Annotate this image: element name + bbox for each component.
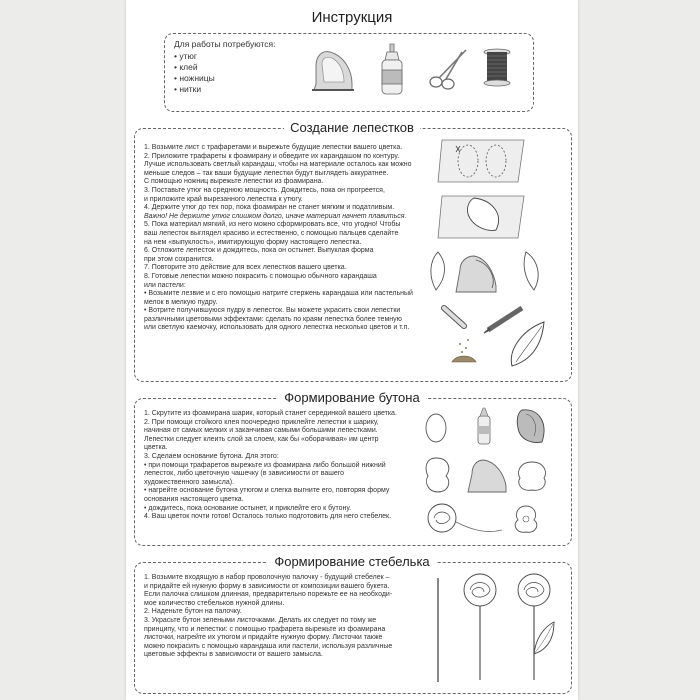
scissors-icon [428, 46, 470, 90]
requirement-item: • нитки [174, 84, 275, 95]
requirement-item: • утюг [174, 51, 275, 62]
petals-instructions: 1. Возьмите лист с трафаретами и вырежьте будущие лепестки вашего цветка. 2. Приложите трафареты к фоамирану и обведите их карандашом по контуру. Лучше использовать светлый карандаш, чтобы на материале осталось как можно меньше следов – так ваши будущие лепестки будут выглядеть аккуратнее. С помощью ножниц вырежьте лепестки из фоамирана. 3. Поставьте утюг на среднюю мощность. Дождитесь, пока он прогреется, и приложите край вырезанного лепестка к утюгу. 4. Держите утюг до тех пор, пока фоамиран не станет мягким и податливым. Важно! Не держите утюг слишком долго, иначе материал начнет плавиться. 5. Пока материал мягкий, из него можно сформировать все, что угодно! Чтобы ваш лепесток выглядел красиво и естественно, с помощью пальцев сделайте на нем «выпуклость», имитирующую форму настоящего лепестка. 6. Отложите лепесток и дождитесь, пока он остынет. Выпуклая форма при этом сохранится. 7. Повторите это действие для всех лепестков вашего цветка. 8. Готовые лепестки можно покрасить с помощью обычного карандаша или пастели: • Возьмите лезвие и с его помощью натрите стержень карандаша или пастельный мелок в мелкую пудру. • Вотрите получившуюся пудру в лепесток. Вы можете украсить свои лепестки различными цветовыми эффектами: сделать по краям лепестка более темную или светлую каемочку, использовать для одного лепестка несколько цветов и т.п. [144, 144, 413, 332]
requirements-list [174, 51, 275, 95]
bud-instructions: 1. Скрутите из фоамирана шарик, который станет серединкой вашего цветка. 2. При помощи стойкого клея поочередно приклейте лепестки к шарику, начиная от самых мелких и заканчивая самыми большими лепестками. Лепестки следует клеить слой за слоем, как бы «оборачивая» им центр цветка. 3. Сделаем основание бутона. Для этого: • при помощи трафаретов вырежьте из фоамирана либо большой нижний лепесток, либо цветочную чашечку (в зависимости от вашего художественного замысла). • нагрейте основание бутона утюгом и слегка выгните его, повторяя форму основания настоящего цветка. • дождитесь, пока основание остынет, и приклейте его к бутону. 4. Ваш цветок почти готов! Осталось только подготовить для него стебелек. [144, 410, 397, 521]
stem-section-title: Формирование стебелька [126, 554, 578, 569]
bud-base-illustration [422, 452, 552, 496]
coloring-petal-illustration [438, 300, 548, 372]
bud-center-illustration [422, 404, 552, 448]
rose-stem-illustration [426, 570, 556, 688]
heat-petal-illustration [426, 248, 546, 296]
requirements-label: Для работы потребуются: [174, 39, 276, 49]
stencil-on-foam-illustration [438, 136, 528, 186]
petals-section-title: Создание лепестков [126, 120, 578, 135]
page-title: Инструкция [311, 9, 393, 26]
bud-section-title: Формирование бутона [126, 390, 578, 405]
iron-icon [308, 44, 358, 94]
instruction-sheet [126, 0, 578, 700]
cut-petal-illustration [438, 190, 528, 240]
assembled-bud-illustration [422, 500, 552, 542]
thread-spool-icon [482, 48, 512, 88]
requirement-item: • ножницы [174, 73, 275, 84]
glue-bottle-icon [378, 44, 406, 96]
requirements-text [174, 40, 275, 95]
stem-instructions: 1. Возьмите входящую в набор проволочную палочку - будущий стебелек – и придайте ей нужную форму в зависимости от композиции вашего букета. Если палочка слишком длинная, предварительно порежьте ее на необходи- мое количество стебельков нужной длины. 2. Наденьте бутон на палочку. 3. Украсьте бутон зелеными листочками. Делать их следует по тому же принципу, что и лепестки: с помощью трафарета вырежьте из фоамирана листочки, нагрейте их утюгом и придайте нужную форму. Листочки также можно покрасить с помощью карандаша или пастели, используя различные цветовые эффекты в зависимости от вашего замысла. [144, 574, 393, 659]
requirement-item: • клей [174, 62, 275, 73]
